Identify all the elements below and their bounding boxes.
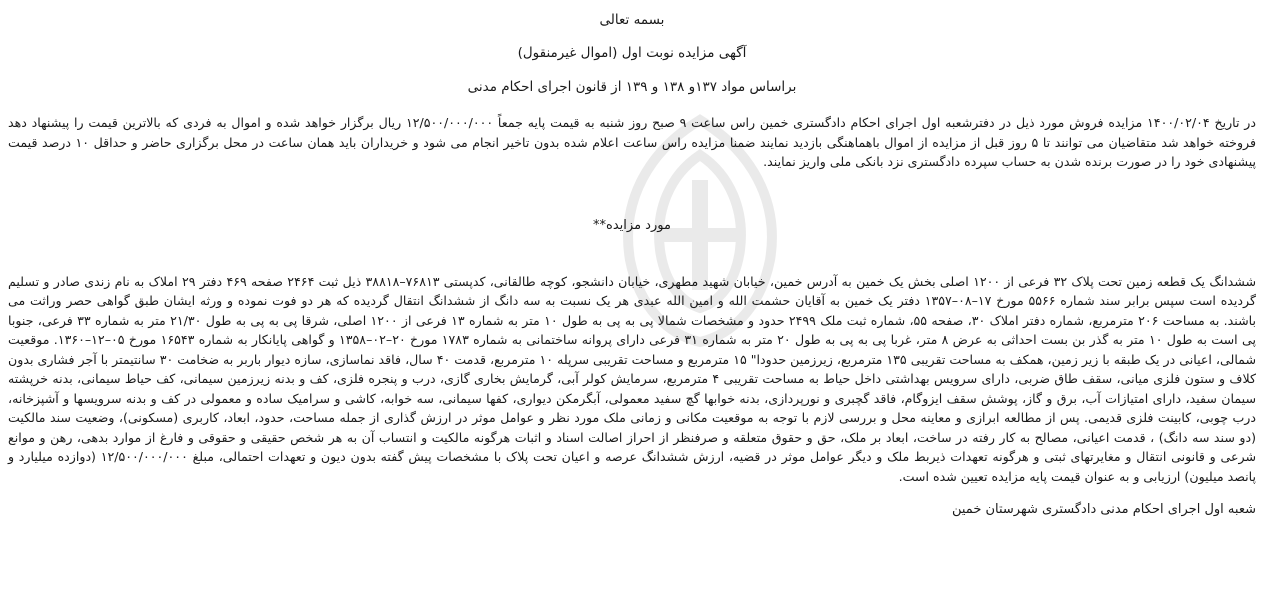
property-details-paragraph: ششدانگ یک قطعه زمین تحت پلاک ۳۲ فرعی از ۱۲۰۰ اصلی بخش یک خمین به آدرس خمین، خیابان شهید مطهری، خیابان دانشجو، کوچه طالقانی، کدپستی ۷۶۸۱۳–۳۸۸۱۸ ذیل ثبت ۲۴۶۴ صفحه ۴۶۹ دفتر ۲۹ املاک به نام زندی صادر و تسلیم گردیده است سپس برابر سند شماره ۵۵۶۶ مورخ ۱۷–۰۸–۱۳۵۷ دفتر یک خمین به آقایان حشمت الله و امین الله عبدی هر یک نسبت به سه دانگ از ششدانگ انتقال گردیده که هر دو فوت نموده و ورثه ایشان طبق گواهی حصر وراثت می باشند. به مساحت ۲۰۶ مترمربع، شماره دفتر املاک ۳۰، صفحه ۵۵، شماره ثبت ملک ۲۴۹۹ حدود و مشخصات شمالا پی به پی به طول ۱۰ متر به شماره ۱۳ فرعی از ۱۲۰۰ اصلی، شرقا پی به پی به طول ۲۱/۳۰ متر به شماره ۳۳ فرعی، جنوبا پی است به طول ۱۰ متر به گذر بن بست احداثی به عرض ۸ متر، غربا پی به پی به طول ۲۰ متر به شماره ۳۱ فرعی دارای پروانه ساختمانی به شماره ۱۷۸۳ مورخ ۲۰–۰۲–۱۳۵۸ و گواهی پایانکار به شماره ۱۶۵۴۳ مورخ ۰۵–۱۲–۱۳۶۰. موقعیت شمالی، اعیانی در یک طبقه با زیر زمین، همکف به مساحت تقریبی ۱۳۵ مترمربع، زیرزمین حدودا" ۱۵ مترمربع و مساحت تقریبی سرپله ۱۰ مترمربع، قدمت ۴۰ سال، فاقد نماسازی، سازه دیوار باربر به ضخامت ۳۰ سانتیمتر با آجر فشاری بدون کلاف و ستون فلزی میانی، سقف طاق ضربی، دارای سرویس بهداشتی داخل حیاط به مساحت تقریبی ۴ مترمربع، سرمایش کولر آبی، گرمایش بخاری گازی، درب و پنجره فلزی، کف و بدنه زیرزمین سیمانی، کف حیاط سیمانی، بدنه خرپشته سیمان سفید، دارای امتیازات آب، برق و گاز، پوشش سقف ایزوگام، فاقد گچبری و نورپردازی، بدنه خوابها گچ سفید معمولی، آبگرمکن دیواری، کفها سیمانی، سه خوابه، کاشی و سرامیک ساده و معمولی در کف و بدنه سرویسها و آشپزخانه، درب چوبی، کابینت فلزی قدیمی. پس از مطالعه ابرازی و معاینه محل و بررسی لازم با توجه به موقعیت مکانی و زمانی ملک مورد نظر و عوامل موثر در ارزش گذاری از جمله مساحت، حدود، ابعاد، کاربری (مسکونی)، وضعیت سند مالکیت (دو سند سه دانگ) ، قدمت اعیانی، مصالح به کار رفته در ساخت، ابعاد بر ملک، حق و حقوق متعلقه و صرفنظر از احراز اصالت اسناد و اثبات هرگونه مالکیت و انتساب آن به هر شخص حقیقی و حقوقی و فارغ از موارد بدهی، رهن و موانع شرعی و قانونی انتقال و مغایرتهای ثبتی و هرگونه تعهدات ذیربط ملک و دیگر عوامل موثر در قضیه، ارزش ششدانگ عرصه و اعیان تحت پلاک با مشخصات پیش گفته بدون دیون و تعهدات احتمالی، مبلغ ۱۲/۵۰۰/۰۰۰/۰۰۰ (دوازده میلیارد و پانصد میلیون) ارزیابی و به عنوان قیمت پایه مزایده تعیین شده است. [8, 273, 1257, 484]
auction-subject-heading: مورد مزایده** [593, 217, 671, 233]
issuing-office-signature: شعبه اول اجرای احکام مدنی دادگستری شهرستان خمین [951, 502, 1256, 517]
intro-paragraph: در تاریخ ۱۴۰۰/۰۲/۰۴ مزایده فروش مورد ذیل در دفترشعبه اول اجرای احکام دادگستری خمین راس ساعت ۹ صبح روز شنبه به قیمت پایه جمعاً ۱۲/۵۰۰/۰۰۰/۰۰۰ ریال برگزار خواهد شده و اموال به فردی که بالاترین قیمت را پیشنهاد دهد فروخته خواهد شد متقاضیان می توانند تا ۵ روز قبل از مزایده از اموال باهماهنگی بازدید نمایند ضمنا مزایده راس ساعت اعلام شده بدون تاخیر انجام می شود و خریداران باید همان ساعت در محل برگزاری حاضر و حداقل ۱۰ درصد قیمت پیشنهادی خود را در صورت برنده شدن به حساب سپرده دادگستری نزد بانکی ملی واریز نمایند. [8, 115, 1257, 169]
basmala-heading: بسمه تعالی [599, 12, 665, 28]
notice-title: آگهی مزایده نوبت اول (اموال غیرمنقول) [517, 45, 747, 61]
legal-basis-line: براساس مواد ۱۳۷و ۱۳۸ و ۱۳۹ از قانون اجرای احکام مدنی [467, 79, 797, 95]
